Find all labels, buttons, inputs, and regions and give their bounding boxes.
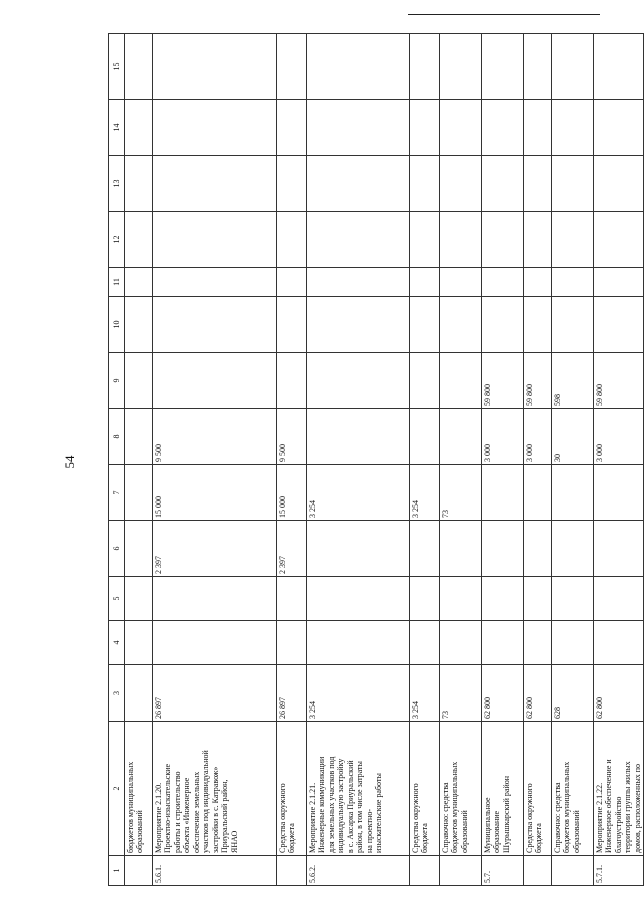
value-cell	[410, 268, 440, 297]
value-cell	[277, 212, 307, 268]
row-name: Мероприятие 2.1.21. Инженерные коммуникации для земельных участков под индивидуальную застройку в с. Аксарка Приуральский район, в том числе затраты на проектно- изыскательские работы	[307, 722, 410, 856]
row-name: Средства окружного бюджета	[277, 722, 307, 856]
header-cell: 14	[109, 100, 125, 156]
value-cell	[307, 577, 410, 621]
row-code: 5.6.1.	[153, 856, 277, 886]
value-cell: 3 254	[307, 465, 410, 521]
row-code	[277, 856, 307, 886]
row-name: Средства окружного бюджета	[410, 722, 440, 856]
value-cell	[307, 521, 410, 577]
value-cell	[552, 577, 594, 621]
value-cell	[552, 100, 594, 156]
value-cell	[125, 34, 153, 100]
row-code	[440, 856, 482, 886]
value-cell	[552, 34, 594, 100]
value-cell	[307, 156, 410, 212]
value-cell	[153, 353, 277, 409]
value-cell: 73	[440, 665, 482, 722]
table-row	[410, 34, 440, 886]
row-code	[524, 856, 552, 886]
value-cell	[410, 156, 440, 212]
value-cell: 30	[552, 409, 594, 465]
value-cell	[594, 156, 644, 212]
value-cell: 9 500	[277, 409, 307, 465]
value-cell	[125, 353, 153, 409]
header-cell: 7	[109, 465, 125, 521]
value-cell	[440, 34, 482, 100]
value-cell: 15 000	[153, 465, 277, 521]
value-cell: 628	[552, 665, 594, 722]
value-cell	[524, 297, 552, 353]
value-cell	[410, 521, 440, 577]
value-cell	[125, 100, 153, 156]
value-cell	[524, 465, 552, 521]
value-cell	[482, 268, 524, 297]
value-cell: 62 800	[482, 665, 524, 722]
value-cell	[410, 34, 440, 100]
header-cell: 10	[109, 297, 125, 353]
table-row	[125, 34, 153, 886]
header-cell: 2	[109, 722, 125, 856]
value-cell	[307, 621, 410, 665]
value-cell	[524, 621, 552, 665]
value-cell	[482, 577, 524, 621]
value-cell	[440, 156, 482, 212]
value-cell	[125, 409, 153, 465]
value-cell	[594, 577, 644, 621]
value-cell	[410, 409, 440, 465]
value-cell: 59 800	[482, 353, 524, 409]
value-cell	[482, 34, 524, 100]
value-cell	[440, 577, 482, 621]
value-cell	[125, 156, 153, 212]
value-cell	[594, 34, 644, 100]
value-cell	[524, 212, 552, 268]
value-cell	[125, 212, 153, 268]
value-cell	[153, 212, 277, 268]
value-cell	[594, 465, 644, 521]
value-cell	[307, 409, 410, 465]
row-code: 5.7.	[482, 856, 524, 886]
table-row	[153, 34, 277, 886]
header-cell: 5	[109, 577, 125, 621]
value-cell	[440, 621, 482, 665]
row-name: бюджетов муниципальных образований	[125, 722, 153, 856]
value-cell	[277, 353, 307, 409]
value-cell	[524, 156, 552, 212]
row-code: 5.7.1.	[594, 856, 644, 886]
budget-table	[108, 33, 644, 886]
value-cell	[552, 297, 594, 353]
value-cell	[552, 212, 594, 268]
value-cell: 62 800	[594, 665, 644, 722]
value-cell: 3 000	[524, 409, 552, 465]
value-cell: 59 800	[594, 353, 644, 409]
table-viewport	[108, 34, 642, 886]
value-cell	[594, 268, 644, 297]
value-cell: 598	[552, 353, 594, 409]
value-cell	[277, 268, 307, 297]
value-cell	[410, 100, 440, 156]
header-cell: 4	[109, 621, 125, 665]
value-cell	[125, 268, 153, 297]
value-cell	[307, 100, 410, 156]
top-rule	[408, 14, 600, 15]
value-cell	[307, 268, 410, 297]
value-cell	[277, 156, 307, 212]
value-cell: 26 897	[153, 665, 277, 722]
value-cell: 3 254	[410, 665, 440, 722]
value-cell	[125, 465, 153, 521]
value-cell	[125, 577, 153, 621]
value-cell: 26 897	[277, 665, 307, 722]
value-cell	[440, 297, 482, 353]
value-cell	[307, 353, 410, 409]
value-cell	[594, 212, 644, 268]
value-cell	[125, 665, 153, 722]
value-cell	[524, 577, 552, 621]
value-cell	[410, 297, 440, 353]
value-cell	[552, 465, 594, 521]
value-cell: 3 254	[410, 465, 440, 521]
header-cell: 8	[109, 409, 125, 465]
value-cell	[410, 621, 440, 665]
header-cell: 1	[109, 856, 125, 886]
value-cell	[524, 521, 552, 577]
value-cell	[277, 34, 307, 100]
value-cell	[153, 621, 277, 665]
header-cell: 12	[109, 212, 125, 268]
value-cell	[410, 353, 440, 409]
header-cell: 11	[109, 268, 125, 297]
value-cell	[440, 212, 482, 268]
table-row	[440, 34, 482, 886]
value-cell: 59 800	[524, 353, 552, 409]
row-code: 5.6.2.	[307, 856, 410, 886]
value-cell: 9 500	[153, 409, 277, 465]
row-name: Мероприятие 2.1.22. Инженерное обеспечение и благоустройство территории группы жилых домов, расположенных по	[594, 722, 644, 856]
value-cell	[552, 621, 594, 665]
value-cell	[153, 577, 277, 621]
value-cell: 3 254	[307, 665, 410, 722]
row-name: Справочно: средства бюджетов муниципальных образований	[552, 722, 594, 856]
value-cell	[153, 100, 277, 156]
value-cell	[440, 268, 482, 297]
value-cell	[410, 212, 440, 268]
value-cell	[482, 156, 524, 212]
value-cell	[594, 297, 644, 353]
value-cell	[125, 297, 153, 353]
value-cell: 73	[440, 465, 482, 521]
value-cell	[594, 100, 644, 156]
value-cell: 2 397	[277, 521, 307, 577]
row-name: Муниципальное образование Шурышкарский район	[482, 722, 524, 856]
value-cell	[552, 268, 594, 297]
value-cell	[307, 34, 410, 100]
value-cell	[307, 212, 410, 268]
row-code	[125, 856, 153, 886]
value-cell	[440, 100, 482, 156]
row-name: Средства окружного бюджета	[524, 722, 552, 856]
value-cell: 3 000	[594, 409, 644, 465]
value-cell	[440, 409, 482, 465]
value-cell	[277, 100, 307, 156]
value-cell	[410, 577, 440, 621]
row-name: Справочно: средства бюджетов муниципальных образований	[440, 722, 482, 856]
value-cell	[524, 268, 552, 297]
value-cell	[552, 521, 594, 577]
value-cell	[277, 621, 307, 665]
value-cell: 2 397	[153, 521, 277, 577]
value-cell	[153, 156, 277, 212]
value-cell: 3 000	[482, 409, 524, 465]
header-cell: 13	[109, 156, 125, 212]
value-cell	[307, 297, 410, 353]
value-cell	[125, 521, 153, 577]
value-cell	[482, 465, 524, 521]
header-cell: 15	[109, 34, 125, 100]
value-cell	[482, 212, 524, 268]
value-cell	[482, 521, 524, 577]
value-cell	[594, 621, 644, 665]
row-name: Мероприятие 2.1.20. Проектно-изыскательские работы и строительство объекта «Инженерное обеспечение земельных участков под индивидуальной застройки в с. Катравож» Приуральский район, ЯНАО	[153, 722, 277, 856]
table-row	[594, 34, 644, 886]
value-cell	[277, 297, 307, 353]
table-row	[524, 34, 552, 886]
value-cell	[440, 353, 482, 409]
value-cell	[594, 521, 644, 577]
header-cell: 9	[109, 353, 125, 409]
value-cell	[153, 297, 277, 353]
value-cell	[125, 621, 153, 665]
value-cell	[482, 297, 524, 353]
table-row	[277, 34, 307, 886]
value-cell: 62 800	[524, 665, 552, 722]
value-cell: 15 000	[277, 465, 307, 521]
table-row	[482, 34, 524, 886]
value-cell	[153, 268, 277, 297]
value-cell	[482, 621, 524, 665]
value-cell	[552, 156, 594, 212]
table-row	[552, 34, 594, 886]
header-cell: 3	[109, 665, 125, 722]
table-row	[307, 34, 410, 886]
value-cell	[277, 577, 307, 621]
table-body	[109, 34, 644, 886]
row-code	[410, 856, 440, 886]
page-number: 54	[62, 455, 77, 469]
header-cell: 6	[109, 521, 125, 577]
row-code	[552, 856, 594, 886]
value-cell	[440, 521, 482, 577]
value-cell	[153, 34, 277, 100]
value-cell	[482, 100, 524, 156]
value-cell	[524, 100, 552, 156]
value-cell	[524, 34, 552, 100]
header-row	[109, 34, 125, 886]
